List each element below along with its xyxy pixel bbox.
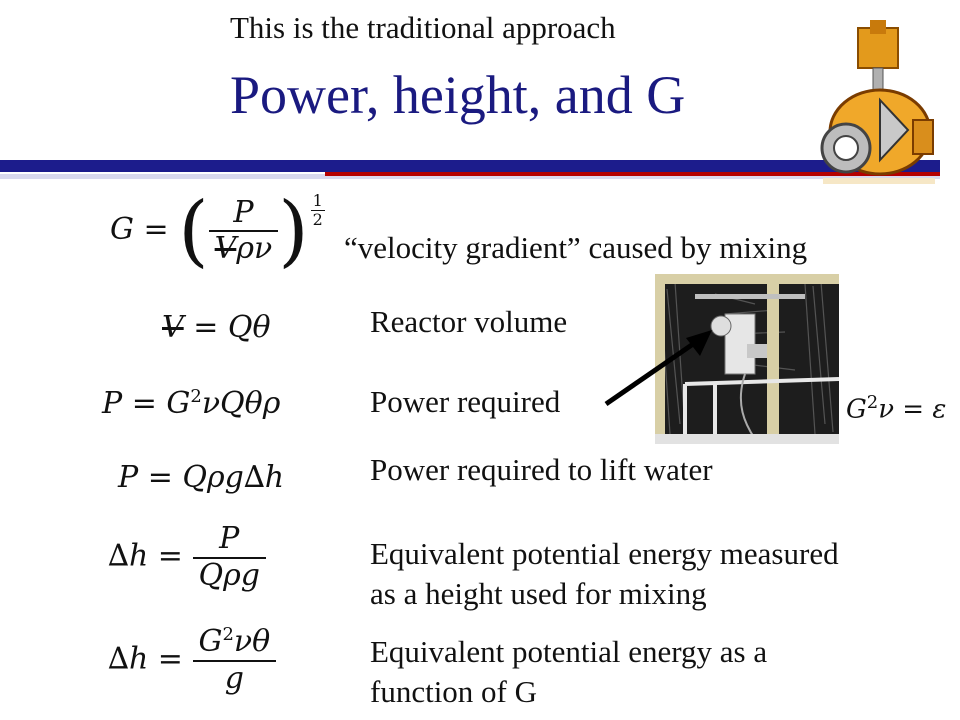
label-equivalent-height: Equivalent potential energy measured as a height used for mixing bbox=[370, 536, 839, 612]
equation-height-from-power: ∆h = $\frac{P}{\text{Qρg}}$ bbox=[108, 522, 266, 593]
eq-g-volume: V bbox=[214, 231, 237, 266]
equation-power: $P = G^2\nu Q\theta\rho$ bbox=[102, 386, 281, 421]
label-reactor-volume: Reactor volume bbox=[370, 304, 568, 339]
slide-subtitle: This is the traditional approach bbox=[230, 10, 616, 45]
label-equivalent-g: Equivalent potential energy as a function of G bbox=[370, 634, 768, 710]
eq-g-lhs: G bbox=[110, 212, 134, 247]
equation-lift-power: P = Qρg∆h bbox=[118, 460, 285, 495]
eq-g-exponent: $\frac{1}{2}$ bbox=[312, 191, 323, 229]
label-power-lift: Power required to lift water bbox=[370, 452, 713, 487]
valve-cutaway-icon bbox=[818, 20, 938, 190]
label-power-required: Power required bbox=[370, 384, 561, 419]
title-rule-blue bbox=[0, 160, 940, 172]
pointer-arrow-icon bbox=[600, 320, 720, 410]
slide-title: Power, height, and G bbox=[230, 65, 686, 125]
equation-energy-dissipation: $G^2\nu = \varepsilon$ bbox=[846, 392, 947, 425]
equation-reactor-volume: V = Qθ bbox=[162, 310, 271, 345]
eq-g-equals: = bbox=[143, 212, 169, 247]
label-velocity-gradient: “velocity gradient” caused by mixing bbox=[344, 230, 808, 265]
eq-g-denominator: ρν bbox=[236, 231, 273, 266]
eq-g-numerator: P bbox=[233, 194, 254, 230]
equation-height-from-g: ∆h = $\frac{G^2\nu\theta}{g}$ bbox=[108, 625, 276, 696]
equation-velocity-gradient: G = ( $\frac{P}{\text{Vρν}}$ ) $\frac{1}{2}$ bbox=[110, 186, 323, 276]
